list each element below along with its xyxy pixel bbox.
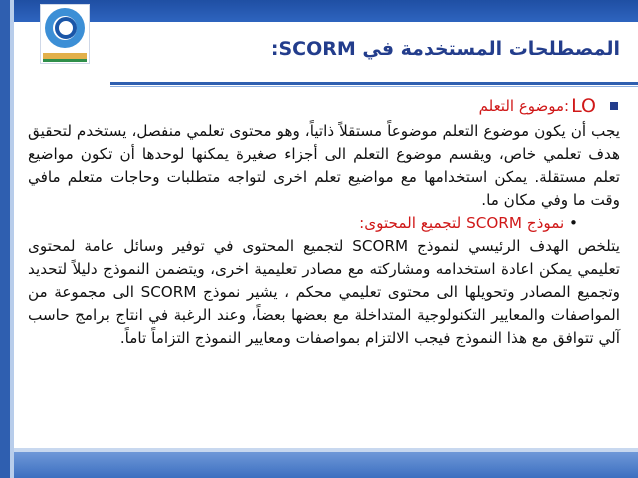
paragraph-line: يجب أن يكون موضوع التعلم موضوعاً مستقلاً ذاتياً، وهو محتوى تعلمي منفصل، — [131, 122, 621, 140]
paragraph-line: يستخدم لتحقيق هدف تعلمي خاص، ويقسم موضوع التعلم الى أجزاء صغيرة — [28, 122, 620, 163]
lo-term: LO — [571, 95, 596, 117]
paragraph-line: التكنولوجية المتداخلة مع بعضها بعضاً، وعند الرغبة في انتاج برامج حاسب آلي — [28, 306, 620, 347]
paragraph-line: محكم ، يشير نموذج SCORM الى مجموعة من المواصفات والمعايير — [28, 283, 620, 324]
paragraph-scorm — [28, 235, 620, 350]
title-underline-light — [110, 86, 638, 87]
left-accent-strip — [0, 0, 10, 478]
title-underline — [110, 82, 638, 85]
paragraph-line: يتلخص الهدف الرئيسي لنموذج SCORM لتجميع المحتوى في توفير وسائل عامة — [84, 237, 620, 255]
sub-bullet-suffix: لتجميع المحتوى: — [359, 214, 462, 232]
paragraph-line: اخرى لتواجه متطلبات وحاجات متعلم مافي وقت ما وفي مكان ما. — [28, 168, 620, 209]
slide-header — [14, 0, 638, 90]
institution-logo — [40, 4, 90, 64]
sub-bullet-scorm — [28, 212, 620, 235]
slide-title: المصطلحات المستخدمة في SCORM: — [270, 38, 620, 60]
round-bullet-icon: • — [569, 214, 578, 232]
paragraph-lo — [28, 120, 620, 212]
paragraph-line: ويتضمن النموذج دليلاً لتحديد وتجميع المصادر وتحويلها الى محتوى تعليمي — [28, 260, 620, 301]
footer-band — [14, 452, 638, 478]
paragraph-line: لمحتوى تعليمي يمكن اعادة استخدامه ومشاركته مع مصادر تعليمية اخرى، — [28, 237, 620, 278]
header-band — [14, 0, 638, 22]
lo-bullet — [28, 92, 620, 120]
square-bullet-icon — [610, 102, 618, 110]
paragraph-line: تتوافق مع هذا النموذج فيجب الالتزام بمواصفات ومعايير النموذج التزاماً تاماً. — [119, 329, 594, 347]
lo-description: :موضوع التعلم — [478, 97, 570, 115]
sub-bullet-term: SCORM — [466, 214, 522, 232]
sub-bullet-prefix: نموذج — [526, 214, 565, 232]
logo-q-icon — [55, 17, 77, 39]
logo-banner-green — [43, 59, 87, 62]
slide-body — [28, 92, 620, 350]
paragraph-line: يمكنها لوحدها أن تكون مواضيع تعلم مستقلة. يمكن استخدامها مع مواضيع تعلم — [28, 145, 620, 186]
